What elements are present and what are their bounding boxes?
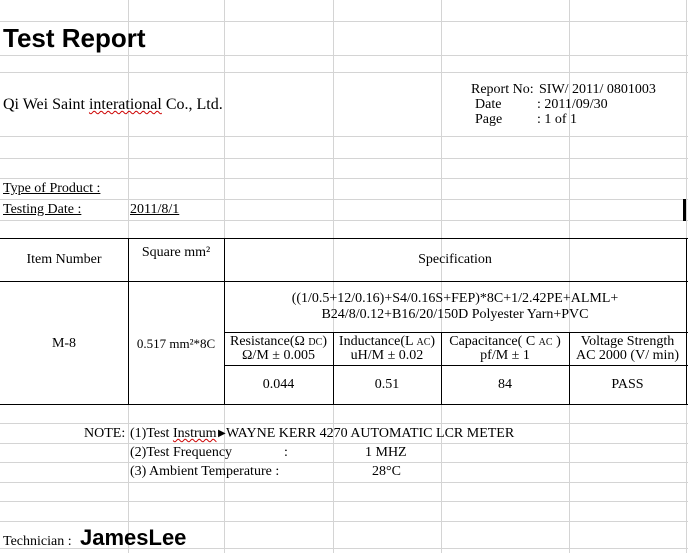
- capacitance-unit: pf/M ± 1: [480, 348, 530, 363]
- resistance-header: [224, 335, 333, 349]
- report-title: Test Report: [3, 23, 146, 53]
- note-line-3-value: 28°C: [372, 464, 401, 479]
- spec-line-1: ((1/0.5+12/0.16)+S4/0.16S+FEP)*8C+1/2.42PE+ALML+: [291, 291, 619, 306]
- gridline: [333, 0, 334, 553]
- gridline: [0, 423, 688, 424]
- testing-date-value: 2011/8/1: [130, 202, 180, 217]
- note-line-1-value: WAYNE KERR 4270 AUTOMATIC LCR METER: [226, 426, 515, 441]
- resistance-header-main: Resistance(Ω: [229, 334, 309, 349]
- gridline: [0, 220, 688, 221]
- company-name-prefix: Qi Wei Saint: [3, 96, 89, 113]
- testing-date-label: Testing Date :: [3, 202, 82, 217]
- resistance-header-end: ): [322, 334, 327, 349]
- resistance-unit: Ω/M ± 0.005: [242, 348, 315, 363]
- note-line-1-prefix: (1)Test: [130, 426, 173, 441]
- note-line-2-sep: :: [284, 445, 288, 460]
- gridline: [0, 136, 688, 137]
- table-border: [0, 404, 688, 405]
- gridline: [0, 158, 688, 159]
- note-line-3-label: (3) Ambient Temperature :: [130, 464, 280, 479]
- inductance-value: 0.51: [374, 377, 400, 392]
- capacitance-header-main: Capacitance( C: [449, 334, 539, 349]
- report-no-value: SIW/ 2011/ 0801003: [539, 82, 656, 97]
- page-label: Page: [475, 112, 503, 127]
- resistance-value: 0.044: [262, 377, 295, 392]
- note-line-1-misspelled: Instrum: [172, 426, 217, 441]
- voltage-value: PASS: [611, 377, 644, 392]
- technician-label: Technician :: [3, 534, 72, 549]
- gridline: [0, 178, 688, 179]
- gridline: [0, 55, 688, 56]
- company-name-misspelled: interational: [88, 96, 162, 113]
- table-border: [224, 332, 688, 333]
- gridline: [0, 443, 688, 444]
- note-label: NOTE:: [84, 426, 126, 441]
- table-border: [0, 281, 688, 282]
- note-line-1: [130, 427, 217, 441]
- gridline: [441, 0, 442, 553]
- note-line-2-label: (2)Test Frequency: [130, 445, 233, 460]
- capacitance-header-sub: AC: [538, 337, 553, 348]
- report-no-label: Report No:: [471, 82, 534, 97]
- type-of-product-label: Type of Product :: [3, 181, 101, 196]
- header-item-number: Item Number: [26, 252, 102, 267]
- technician-signature: JamesLee: [80, 525, 187, 550]
- voltage-unit: AC 2000 (V/ min): [575, 348, 680, 363]
- gridline: [0, 521, 688, 522]
- spec-line-2: B24/8/0.12+B16/20/150D Polyester Yarn+PVC: [321, 307, 589, 322]
- company-name-suffix: Co., Ltd.: [161, 96, 223, 113]
- date-value: : 2011/09/30: [537, 97, 608, 112]
- table-border: [0, 238, 688, 239]
- item-number-value: M-8: [51, 336, 77, 351]
- header-square: Square mm²: [141, 245, 211, 260]
- company-name: [3, 97, 223, 113]
- inductance-header-end: ): [430, 334, 436, 349]
- inductance-header: [333, 335, 441, 349]
- gridline: [0, 462, 688, 463]
- table-border: [686, 238, 687, 405]
- gridline: [0, 199, 688, 200]
- inductance-unit: uH/M ± 0.02: [350, 348, 424, 363]
- page-value: : 1 of 1: [537, 112, 578, 127]
- cell-cursor: [683, 199, 686, 221]
- gridline: [0, 501, 688, 502]
- header-specification: Specification: [418, 252, 492, 267]
- inductance-header-sub: AC: [416, 337, 431, 348]
- gridline: [0, 72, 688, 73]
- note-arrow-icon: ▶: [218, 428, 226, 439]
- gridline: [0, 482, 688, 483]
- voltage-header: Voltage Strength: [580, 334, 675, 349]
- resistance-header-sub: DC: [308, 337, 323, 348]
- table-border: [224, 365, 688, 366]
- capacitance-header: [441, 335, 569, 349]
- capacitance-value: 84: [498, 377, 512, 392]
- capacitance-header-end: ): [552, 334, 561, 349]
- gridline: [0, 21, 688, 22]
- square-value: 0.517 mm²*8C: [136, 336, 216, 351]
- date-label: Date: [475, 97, 502, 112]
- inductance-header-main: Inductance(L: [338, 334, 417, 349]
- note-line-2-value: 1 MHZ: [365, 445, 407, 460]
- table-border: [128, 238, 129, 405]
